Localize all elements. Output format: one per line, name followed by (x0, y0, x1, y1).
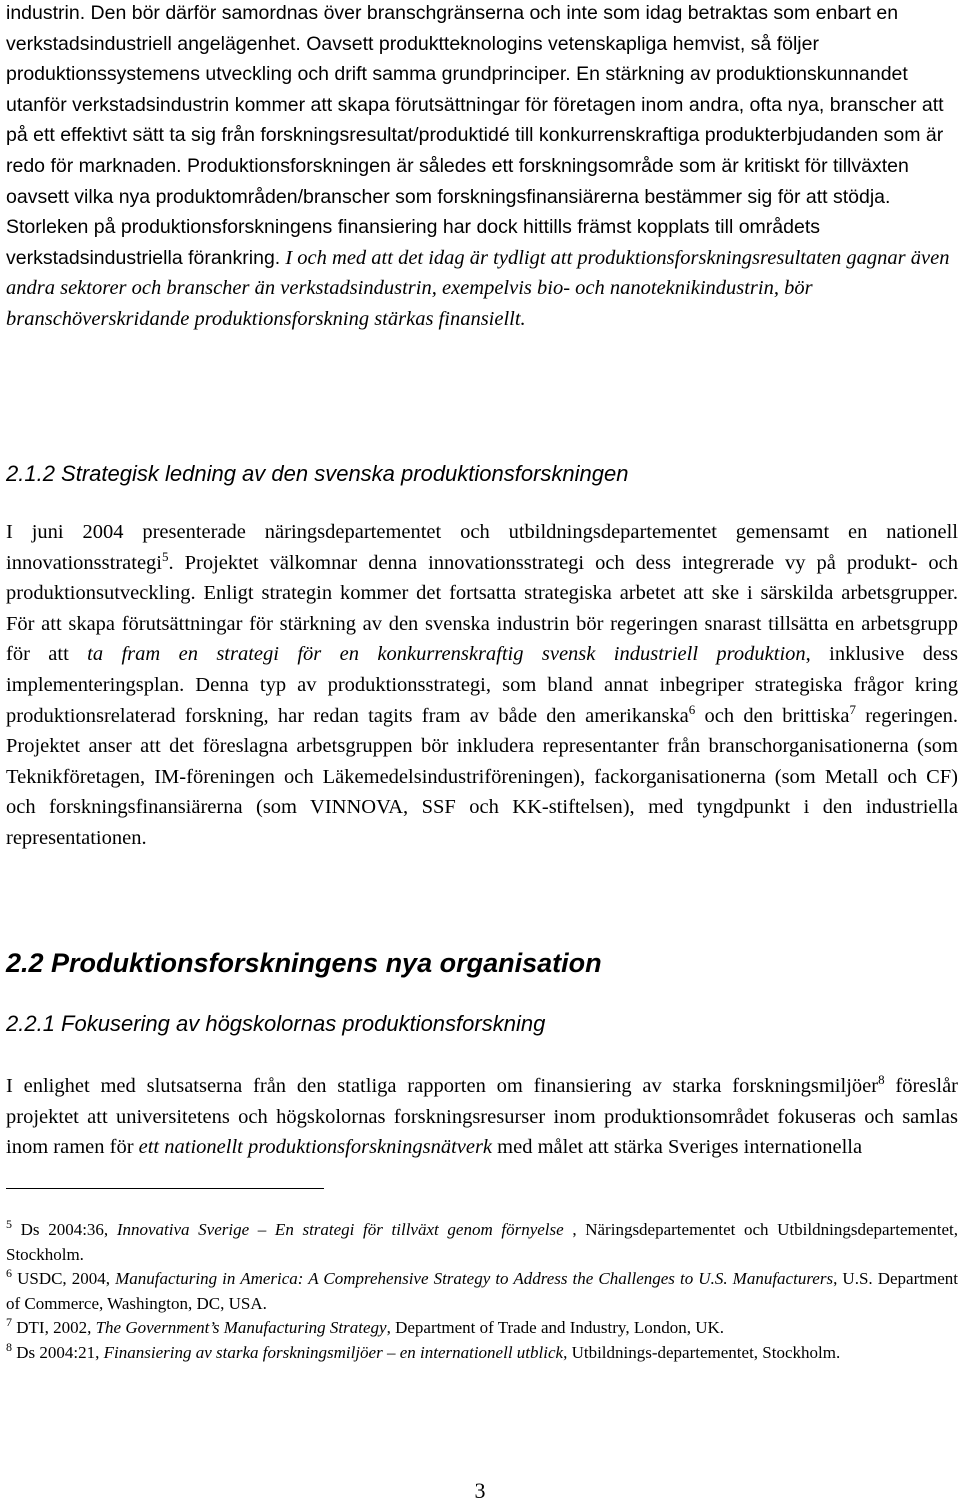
paragraph-focus-text-b: föreslår projektet att universitetens och högskolornas forskningsresurser inom produktionsområdet fokuseras och samlas inom ramen för (6, 1075, 958, 1159)
footnote-text: Ds 2004:36, (12, 1220, 117, 1239)
footnote-ref-7: 7 (849, 701, 856, 717)
footnote-number: 5 (6, 1217, 12, 1231)
paragraph-strategy-text-b: . Projektet välkomnar denna innovationsstrategi och dess integrerade vy på produkt- och produktionsutveckling. Enligt strategin kommer det fortsatta strategiska arbetet att ske i särskilda arbetsgrupper. För att skapa förutsättningar för stärkning av den svenska industrin bör regeringen snarast tillsätta en arbetsgrupp för att (6, 551, 958, 666)
paragraph-strategy-text-e: regeringen. Projektet anser att det föreslagna arbetsgruppen bör inkludera representanter från branschorganisationerna (som Teknikföretagen, IM-föreningen och Läkemedelsindustriföreningen), fackorganisationerna (som Metall och CF) och forskningsfinansiärerna (som VINNOVA, SSF och KK-stiftelsen), med tyngdpunkt i den industriella representationen. (6, 704, 958, 849)
footnote-ref-5: 5 (162, 548, 169, 564)
paragraph-strategy-text-d: och den brittiska (695, 704, 850, 727)
footnote-7 (6, 1316, 958, 1341)
paragraph-strategy-italic: ta fram en strategi för en konkurrenskraftig svensk industriell produktion (87, 643, 806, 666)
heading-2-1-2: 2.1.2 Strategisk ledning av den svenska produktionsforskningen (6, 461, 629, 486)
paragraph-focus-text-c: med målet att stärka Sveriges internationella (492, 1136, 863, 1159)
paragraph-strategy-text-c: , inklusive dess implementeringsplan. Denna typ av produktionsstrategi, som bland annat inbegriper strategiska frågor kring produktionsrelaterad forskning, har redan tagits fram av både den amerikanska (6, 643, 958, 727)
footnote-text: , Department of Trade and Industry, London, UK. (386, 1318, 725, 1337)
footnote-6 (6, 1267, 958, 1316)
footnote-text: , Utbildnings-departementet, Stockholm. (563, 1342, 841, 1362)
paragraph-intro-text-2: En stärkning av produktionskunnandet utanför verkstadsindustrin kommer att skapa förutsättningar för företagen inom andra, ofta nya, branscher att på ett effektivt sätt ta sig från forskningsresultat/produktidé till konkurrenskraftiga produkterbjudanden som är redo för marknaden. (6, 63, 944, 177)
footnote-number: 8 (6, 1339, 12, 1354)
footnote-separator (6, 1188, 324, 1189)
paragraph-strategy (6, 517, 958, 854)
paragraph-intro-italic: I och med att det idag är tydligt att produktionsforskningsresultaten gagnar även andra sektorer och branscher än verkstadsindustrin, exempelvis bio- och nanoteknikindustrin, bör branschöverskridande produktionsforskning stärkas finansiellt. (6, 246, 950, 330)
footnote-title: The Government’s Manufacturing Strategy (95, 1318, 387, 1337)
footnote-text: DTI, 2002, (12, 1318, 96, 1337)
footnote-title: Innovativa Sverige – En strategi för tillväxt genom förnyelse (116, 1220, 564, 1239)
footnote-ref-6: 6 (688, 701, 696, 717)
paragraph-focus-text-a: I enlighet med slutsatserna från den statliga rapporten om finansiering av starka forskningsmiljöer (6, 1075, 879, 1097)
heading-2-2: 2.2 Produktionsforskningens nya organisation (6, 948, 602, 978)
footnote-ref-8: 8 (878, 1072, 885, 1087)
footnotes (6, 1218, 958, 1365)
footnote-5 (6, 1218, 958, 1267)
page-number: 3 (474, 1478, 486, 1503)
footnote-text: Ds 2004:21, (12, 1342, 104, 1362)
footnote-text: USDC, 2004, (12, 1269, 116, 1288)
paragraph-intro-text-1: industrin. Den bör därför samordnas över branschgränserna och inte som idag betraktas som enbart en verkstadsindustriell angelägenhet. Oavsett produktteknologins vetenskapliga hemvist, så följer produktionssystemens utveckling och drift samma grundprinciper. (6, 2, 899, 86)
paragraph-strategy-text-a: I juni 2004 presenterade näringsdepartementet och utbildningsdepartementet gemensamt en nationell innovationsstrategi (6, 521, 958, 574)
paragraph-intro (6, 0, 958, 335)
paragraph-intro-text-3: Produktionsforskningen är således ett forskningsområde som är kritiskt för tillväxten oavsett vilka nya produktområden/branscher som forskningsfinansiärerna bestämmer sig för att stödja. Storleken på produktionsforskningens finansiering har dock hittills främst kopplats till områdets verkstadsindustriella förankring. (6, 154, 909, 269)
footnote-title: Finansiering av starka forskningsmiljöer – en internationell utblick (103, 1342, 564, 1362)
footnote-title: Manufacturing in America: A Comprehensive Strategy to Address the Challenges to U.S. Manufacturers (115, 1269, 834, 1288)
paragraph-focus (6, 1071, 958, 1163)
footnote-number: 6 (6, 1266, 12, 1280)
footnote-8 (6, 1341, 958, 1366)
footnote-number: 7 (6, 1315, 12, 1329)
footnote-text: , U.S. Department of Commerce, Washington, DC, USA. (6, 1269, 958, 1313)
footnote-text: , Näringsdepartementet och Utbildningsdepartementet, Stockholm. (6, 1220, 958, 1264)
paragraph-focus-italic: ett nationellt produktionsforskningsnätverk (138, 1136, 493, 1159)
heading-2-2-1: 2.2.1 Fokusering av högskolornas produktionsforskning (6, 1011, 546, 1036)
